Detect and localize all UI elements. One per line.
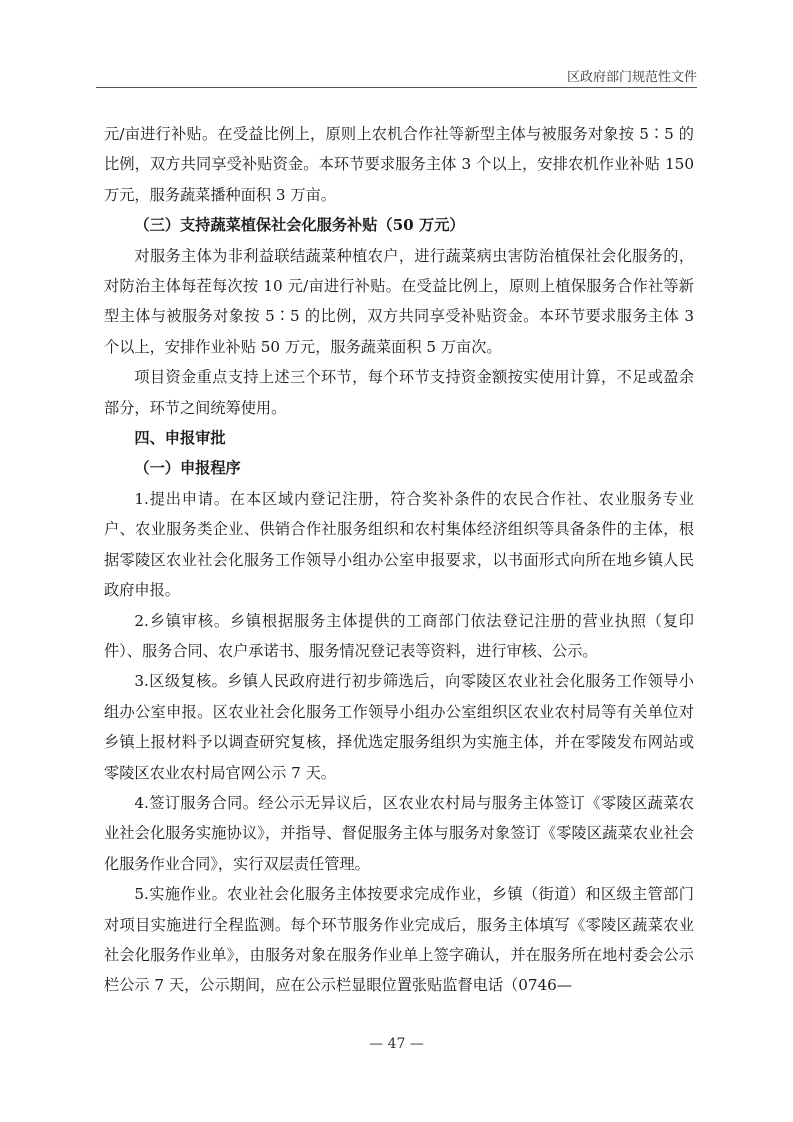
header-rule: [96, 87, 697, 88]
paragraph: 4.签订服务合同。经公示无异议后，区农业农村局与服务主体签订《零陵区蔬菜农业社会化服务实施协议》，并指导、督促服务主体与服务对象签订《零陵区蔬菜农业社会化服务作业合同》，实行双层责任管理。: [104, 793, 694, 873]
paragraph: 元/亩进行补贴。在受益比例上，原则上农机合作社等新型主体与被服务对象按 5∶5 的比例，双方共同享受补贴资金。本环节要求服务主体 3 个以上，安排农机作业补贴 150 万元，服务蔬菜播种面积 3 万亩。: [104, 125, 694, 204]
chapter-heading: 四、申报审批: [134, 429, 226, 448]
running-header: 区政府部门规范性文件: [566, 70, 697, 85]
paragraph: 1.提出申请。在本区域内登记注册，符合奖补条件的农民合作社、农业服务专业户、农业服务类企业、供销合作社服务组织和农村集体经济组织等具备条件的主体，根据零陵区农业社会化服务工作领导小组办公室申报要求，以书面形式向所在地乡镇人民政府申报。: [104, 489, 694, 600]
document-body: [104, 119, 694, 1001]
paragraph: 3.区级复核。乡镇人民政府进行初步筛选后，向零陵区农业社会化服务工作领导小组办公室申报。区农业社会化服务工作领导小组办公室组织区农业农村局等有关单位对乡镇上报材料予以调查研究复核，择优选定服务组织为实施主体，并在零陵发布网站或零陵区农业农村局官网公示 7 天。: [104, 672, 694, 782]
paragraph: 2.乡镇审核。乡镇根据服务主体提供的工商部门依法登记注册的营业执照（复印件）、服务合同、农户承诺书、服务情况登记表等资料，进行审核、公示。: [104, 611, 694, 660]
paragraph: 项目资金重点支持上述三个环节，每个环节支持资金额按实使用计算，不足或盈余部分，环节之间统筹使用。: [104, 368, 694, 417]
paragraph: 5.实施作业。农业社会化服务主体按要求完成作业，乡镇（街道）和区级主管部门对项目实施进行全程监测。每个环节服务作业完成后，服务主体填写《零陵区蔬菜农业社会化服务作业单》，由服务对象在服务作业单上签字确认，并在服务所在地村委会公示栏公示 7 天，公示期间，应在公示栏显眼位置张贴监督电话（0746—: [104, 885, 694, 995]
section-heading: （三）支持蔬菜植保社会化服务补贴（50 万元）: [134, 216, 465, 235]
page-number: — 47 —: [369, 1036, 424, 1052]
paragraph: 对服务主体为非利益联结蔬菜种植农户，进行蔬菜病虫害防治植保社会化服务的，对防治主体每茬每次按 10 元/亩进行补贴。在受益比例上，原则上植保服务合作社等新型主体与被服务对象按 5∶5 的比例，双方共同享受补贴资金。本环节要求服务主体 3 个以上，安排作业补贴 50 万元，服务蔬菜面积 5 万亩次。: [104, 246, 694, 356]
section-heading: （一）申报程序: [134, 459, 241, 478]
